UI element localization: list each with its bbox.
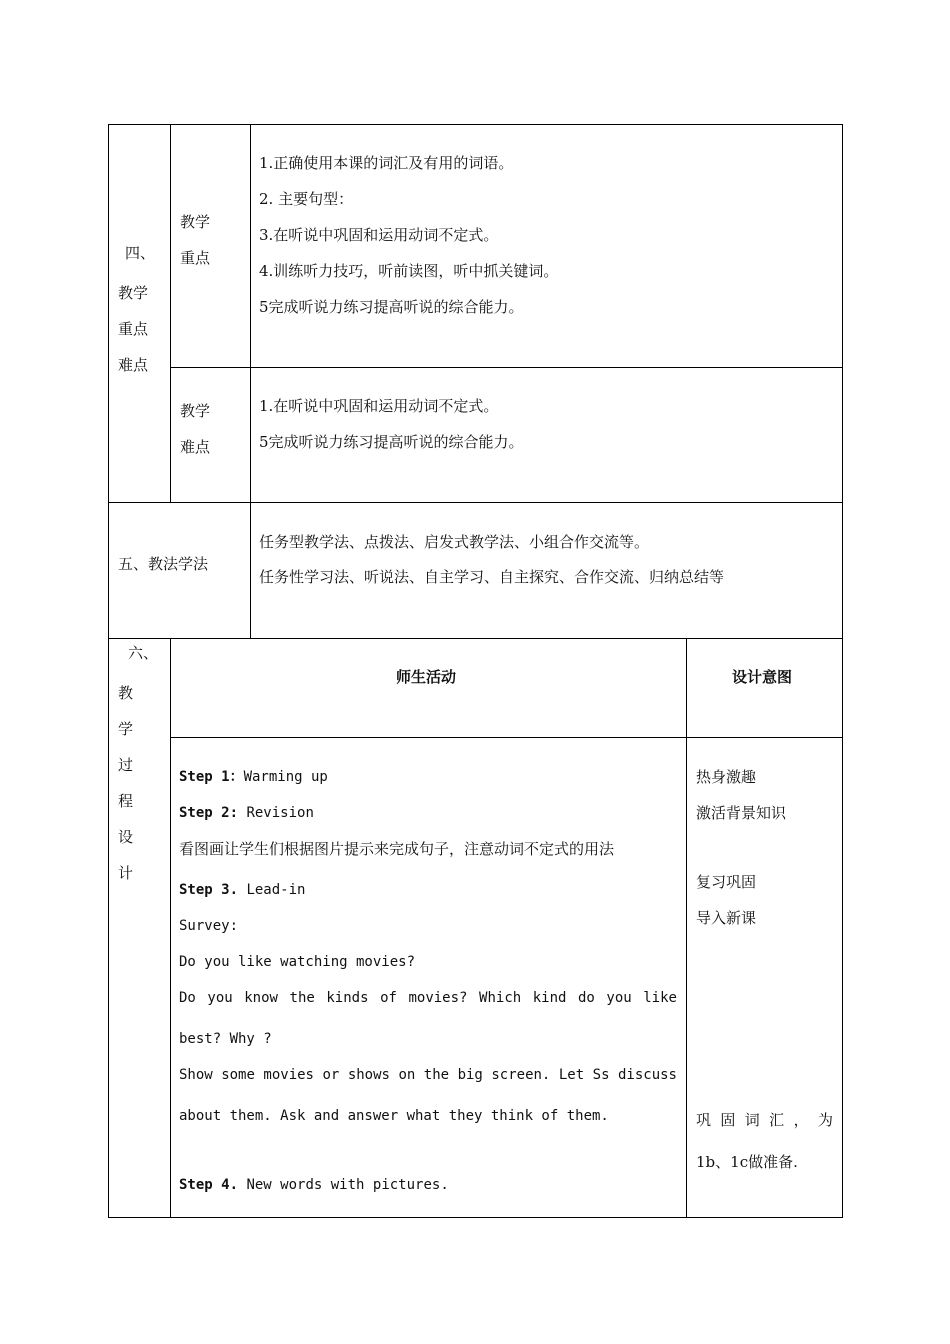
survey-label: Survey: — [179, 918, 239, 934]
purpose-vocabulary-end: 1b、1c做准备. — [696, 1153, 798, 1171]
word: the — [289, 990, 315, 1006]
word: Ss — [592, 1067, 610, 1083]
word: shows — [347, 1067, 390, 1083]
word: big — [457, 1067, 483, 1083]
table-right-border — [842, 124, 843, 1218]
step4-text: New words with pictures. — [246, 1177, 449, 1193]
word: screen. — [491, 1067, 551, 1083]
section4-label-line: 四、 — [125, 244, 156, 262]
table-bottom-border — [108, 1217, 843, 1218]
step2-text: Revision — [246, 805, 314, 821]
show-movies-end: about them. Ask and answer what they think of them. — [179, 1108, 609, 1124]
column-header-activities: 师生活动 — [396, 668, 457, 686]
row-divider-header — [170, 737, 843, 738]
step4-label: Step 4. — [179, 1177, 239, 1193]
step3-label: Step 3. — [179, 882, 239, 898]
section4-label-line: 重点 — [118, 320, 149, 338]
char: 为 — [817, 1111, 833, 1129]
key-point-item: 3.在听说中巩固和运用动词不定式。 — [259, 226, 499, 244]
purpose-background: 激活背景知识 — [696, 804, 787, 822]
col-divider-label — [170, 124, 171, 503]
difficult-points-label-line: 难点 — [180, 438, 211, 456]
difficult-point-item: 1.在听说中巩固和运用动词不定式。 — [259, 397, 499, 415]
char: 词 — [744, 1111, 760, 1129]
key-point-item: 4.训练听力技巧，听前读图，听中抓关键词。 — [259, 262, 559, 280]
step1-line — [179, 768, 328, 786]
method-item: 任务性学习法、听说法、自主学习、自主探究、合作交流、归纳总结等 — [259, 568, 725, 586]
word: like — [643, 990, 677, 1006]
section6-label-char: 过 — [118, 756, 134, 774]
word: you — [207, 990, 233, 1006]
row-divider-keypoints — [170, 367, 843, 368]
table-top-border — [108, 124, 843, 125]
method-item: 任务型教学法、点拨法、启发式教学法、小组合作交流等。 — [259, 533, 650, 551]
section6-label-char: 教 — [118, 684, 134, 702]
key-point-item: 5完成听说力练习提高听说的综合能力。 — [259, 298, 524, 316]
section6-label-char: 程 — [118, 792, 134, 810]
purpose-vocabulary — [696, 1111, 833, 1129]
row-divider-section5 — [108, 502, 843, 503]
section6-label-char: 学 — [118, 720, 134, 738]
row-divider-section6 — [108, 638, 843, 639]
word: movies? — [408, 990, 468, 1006]
word: know — [244, 990, 278, 1006]
word: kinds — [326, 990, 369, 1006]
word: some — [221, 1067, 255, 1083]
key-point-item: 2. 主要句型： — [259, 190, 354, 208]
char: 巩 — [696, 1111, 712, 1129]
word: kind — [532, 990, 567, 1006]
step2-line — [179, 804, 314, 822]
char: 固 — [720, 1111, 736, 1129]
step3-line — [179, 881, 305, 899]
step3-text: Lead-in — [246, 882, 306, 898]
key-point-item: 1.正确使用本课的词汇及有用的词语。 — [259, 154, 514, 172]
difficult-point-item: 5完成听说力练习提高听说的综合能力。 — [259, 433, 524, 451]
section6-label-char: 六、 — [128, 644, 159, 662]
key-points-label-line: 教学 — [180, 213, 211, 231]
col-divider-purpose — [686, 638, 687, 1218]
word: do — [578, 990, 595, 1006]
word: discuss — [617, 1067, 677, 1083]
word: movies — [263, 1067, 314, 1083]
section4-label-line: 教学 — [118, 284, 149, 302]
step2-label: Step 2: — [179, 805, 239, 821]
revision-task: 看图画让学生们根据图片提示来完成句子，注意动词不定式的用法 — [179, 840, 615, 858]
word: on — [398, 1067, 416, 1083]
column-header-purpose: 设计意图 — [732, 668, 793, 686]
step1-text: Warming up — [243, 769, 328, 785]
difficult-points-label-line: 教学 — [180, 402, 211, 420]
word: of — [380, 990, 397, 1006]
show-movies-instruction — [179, 1066, 677, 1084]
question-watching-movies: Do you like watching movies? — [179, 954, 416, 970]
col-divider-content — [250, 124, 251, 639]
purpose-review: 复习巩固 — [696, 873, 757, 891]
word: Show — [179, 1067, 213, 1083]
word: or — [322, 1067, 340, 1083]
col-divider-section6-left — [170, 638, 171, 1218]
section6-label-char: 设 — [118, 828, 134, 846]
question-kinds-end: best? Why ? — [179, 1031, 272, 1047]
char: 汇 — [769, 1111, 785, 1129]
step1-label: Step 1： — [179, 769, 244, 785]
purpose-lead-in: 导入新课 — [696, 909, 757, 927]
question-kinds-of-movies — [179, 989, 677, 1007]
word: Let — [558, 1067, 585, 1083]
step4-line — [179, 1176, 449, 1194]
section6-label-char: 计 — [118, 864, 134, 882]
word: you — [606, 990, 632, 1006]
key-points-label-line: 重点 — [180, 249, 211, 267]
word: the — [423, 1067, 450, 1083]
word: Do — [179, 990, 196, 1006]
section5-label: 五、教法学法 — [118, 555, 209, 573]
purpose-warmup: 热身激趣 — [696, 768, 757, 786]
table-left-border — [108, 124, 109, 1218]
word: Which — [479, 990, 522, 1006]
char: ， — [793, 1111, 809, 1129]
section4-label-line: 难点 — [118, 356, 149, 374]
